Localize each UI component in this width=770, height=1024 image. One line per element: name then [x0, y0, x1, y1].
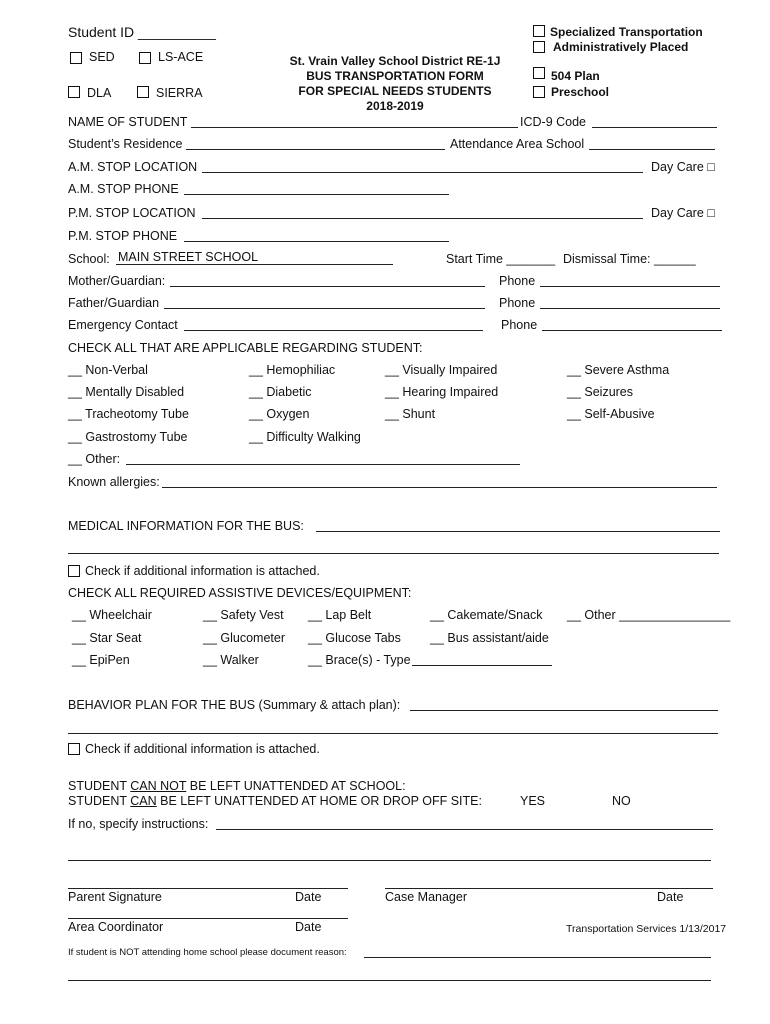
cannot-prefix: STUDENT	[68, 779, 131, 793]
condition-shunt[interactable]: __ Shunt	[385, 407, 436, 421]
name-of-student-label: NAME OF STUDENT	[68, 115, 188, 129]
device-safety-vest[interactable]: __ Safety Vest	[203, 608, 284, 622]
condition-tracheotomy-tube[interactable]: __ Tracheotomy Tube	[68, 407, 189, 421]
emergency-contact-label: Emergency Contact	[68, 318, 178, 332]
icd9-line[interactable]	[592, 127, 717, 128]
device-lap-belt[interactable]: __ Lap Belt	[308, 608, 372, 622]
device-bus-assistant[interactable]: __ Bus assistant/aide	[430, 631, 549, 645]
start-time-label[interactable]: Start Time _______	[446, 252, 556, 266]
school-line	[116, 264, 393, 265]
father-phone-label: Phone	[499, 296, 536, 310]
no-option[interactable]: NO	[612, 794, 631, 808]
pm-stop-phone-label: P.M. STOP PHONE	[68, 229, 178, 243]
can-emphasis: CAN	[130, 794, 157, 808]
condition-hearing-impaired[interactable]: __ Hearing Impaired	[385, 385, 499, 399]
school-value[interactable]: MAIN STREET SCHOOL	[118, 250, 259, 264]
student-id-label: Student ID __________	[68, 24, 216, 40]
known-allergies-line[interactable]	[162, 487, 717, 488]
ls-ace-checkbox[interactable]	[139, 52, 151, 64]
device-epipen[interactable]: __ EpiPen	[72, 653, 130, 667]
mother-guardian-label: Mother/Guardian:	[68, 274, 166, 288]
condition-self-abusive[interactable]: __ Self-Abusive	[567, 407, 655, 421]
emergency-phone-line[interactable]	[542, 330, 722, 331]
specialized-transportation-checkbox[interactable]	[533, 25, 545, 37]
condition-difficulty-walking[interactable]: __ Difficulty Walking	[249, 430, 361, 444]
pm-stop-location-line[interactable]	[202, 218, 643, 219]
am-stop-location-label: A.M. STOP LOCATION	[68, 160, 198, 174]
emergency-phone-label: Phone	[501, 318, 538, 332]
yes-option[interactable]: YES	[520, 794, 546, 808]
behavior-plan-label: BEHAVIOR PLAN FOR THE BUS (Summary & attach plan):	[68, 698, 401, 712]
condition-gastrostomy-tube[interactable]: __ Gastrostomy Tube	[68, 430, 188, 444]
condition-other-label: __ Other:	[68, 452, 121, 466]
device-cakemate-snack[interactable]: __ Cakemate/Snack	[430, 608, 543, 622]
form-title	[272, 54, 518, 114]
case-manager-line[interactable]	[385, 888, 713, 889]
parent-date-label: Date	[295, 890, 322, 904]
pm-stop-phone-line[interactable]	[184, 241, 449, 242]
condition-other-line[interactable]	[126, 464, 520, 465]
specify-instructions-line-1[interactable]	[216, 829, 713, 830]
title-line-form: BUS TRANSPORTATION FORM	[306, 69, 484, 83]
medical-info-label: MEDICAL INFORMATION FOR THE BUS:	[68, 519, 304, 533]
area-coordinator-label: Area Coordinator	[68, 920, 164, 934]
sed-label: SED	[89, 50, 115, 64]
title-line-district: St. Vrain Valley School District RE-1J	[289, 54, 501, 68]
can-prefix: STUDENT	[68, 794, 131, 808]
conditions-heading: CHECK ALL THAT ARE APPLICABLE REGARDING STUDENT:	[68, 341, 423, 355]
school-label: School:	[68, 252, 110, 266]
cannot-suffix: BE LEFT UNATTENDED AT SCHOOL:	[186, 779, 406, 793]
dismissal-time-label[interactable]: Dismissal Time: ______	[563, 252, 696, 266]
title-line-year: 2018-2019	[366, 99, 424, 113]
cannot-emphasis: CAN NOT	[130, 779, 187, 793]
mother-phone-line[interactable]	[540, 286, 720, 287]
can-suffix: BE LEFT UNATTENDED AT HOME OR DROP OFF SITE:	[156, 794, 482, 808]
preschool-checkbox[interactable]	[533, 86, 545, 98]
condition-hemophiliac[interactable]: __ Hemophiliac	[249, 363, 336, 377]
am-stop-phone-label: A.M. STOP PHONE	[68, 182, 179, 196]
parent-signature-line[interactable]	[68, 888, 348, 889]
dla-checkbox[interactable]	[68, 86, 80, 98]
footer-code: Transportation Services 1/13/2017	[566, 923, 727, 935]
condition-seizures[interactable]: __ Seizures	[567, 385, 634, 399]
behavior-attached-checkbox[interactable]	[68, 743, 80, 755]
condition-non-verbal[interactable]: __ Non-Verbal	[68, 363, 148, 377]
name-of-student-line[interactable]	[191, 127, 518, 128]
specify-instructions-line-2[interactable]	[68, 860, 711, 861]
case-manager-date-label: Date	[657, 890, 684, 904]
specialized-transportation-label: Specialized Transportation	[550, 25, 703, 39]
attendance-area-label: Attendance Area School	[450, 137, 585, 151]
pm-stop-location-label: P.M. STOP LOCATION	[68, 206, 196, 220]
behavior-plan-line-2[interactable]	[68, 733, 718, 734]
device-other[interactable]: __ Other ________________	[567, 608, 731, 622]
sierra-label: SIERRA	[156, 86, 203, 100]
area-coordinator-line[interactable]	[68, 918, 348, 919]
behavior-plan-line-1[interactable]	[410, 710, 718, 711]
ls-ace-label: LS-ACE	[158, 50, 204, 64]
specify-instructions-label: If no, specify instructions:	[68, 817, 209, 831]
behavior-attached-label: Check if additional information is attached.	[85, 742, 320, 756]
title-line-special-needs: FOR SPECIAL NEEDS STUDENTS	[298, 84, 492, 98]
device-glucometer[interactable]: __ Glucometer	[203, 631, 285, 645]
condition-mentally-disabled[interactable]: __ Mentally Disabled	[68, 385, 185, 399]
sed-checkbox[interactable]	[70, 52, 82, 64]
case-manager-label: Case Manager	[385, 890, 467, 904]
am-stop-phone-line[interactable]	[184, 194, 449, 195]
mother-guardian-line[interactable]	[170, 286, 485, 287]
can-unattended-line	[68, 794, 482, 809]
medical-info-line-1[interactable]	[316, 531, 720, 532]
504-plan-checkbox[interactable]	[533, 67, 545, 79]
device-braces-label[interactable]: __ Brace(s) - Type	[308, 653, 411, 667]
medical-info-line-2[interactable]	[68, 553, 719, 554]
504-plan-label: 504 Plan	[551, 69, 600, 83]
device-braces-line[interactable]	[412, 665, 552, 666]
administratively-placed-label: Administratively Placed	[553, 40, 689, 54]
device-glucose-tabs[interactable]: __ Glucose Tabs	[308, 631, 401, 645]
not-home-school-line-2[interactable]	[68, 980, 711, 981]
condition-visually-impaired[interactable]: __ Visually Impaired	[385, 363, 498, 377]
attendance-area-line[interactable]	[589, 149, 715, 150]
dla-label: DLA	[87, 86, 112, 100]
sierra-checkbox[interactable]	[137, 86, 149, 98]
devices-heading: CHECK ALL REQUIRED ASSISTIVE DEVICES/EQUIPMENT:	[68, 586, 412, 600]
device-wheelchair[interactable]: __ Wheelchair	[72, 608, 152, 622]
residence-line[interactable]	[186, 149, 445, 150]
am-day-care-label[interactable]: Day Care □	[651, 160, 715, 174]
am-stop-location-line[interactable]	[202, 172, 643, 173]
residence-label: Student’s Residence	[68, 137, 183, 151]
not-home-school-label: If student is NOT attending home school please document reason:	[68, 947, 347, 958]
father-guardian-label: Father/Guardian	[68, 296, 160, 310]
administratively-placed-checkbox[interactable]	[533, 41, 545, 53]
pm-day-care-label[interactable]: Day Care □	[651, 206, 715, 220]
cannot-unattended-line	[68, 779, 406, 794]
area-coordinator-date-label: Date	[295, 920, 322, 934]
preschool-label: Preschool	[551, 85, 610, 99]
father-guardian-line[interactable]	[164, 308, 485, 309]
device-star-seat[interactable]: __ Star Seat	[72, 631, 142, 645]
known-allergies-label: Known allergies:	[68, 475, 160, 489]
emergency-contact-line[interactable]	[184, 330, 483, 331]
condition-oxygen[interactable]: __ Oxygen	[249, 407, 310, 421]
medical-attached-checkbox[interactable]	[68, 565, 80, 577]
condition-severe-asthma[interactable]: __ Severe Asthma	[567, 363, 670, 377]
parent-signature-label: Parent Signature	[68, 890, 162, 904]
condition-diabetic[interactable]: __ Diabetic	[249, 385, 312, 399]
icd9-label: ICD-9 Code	[520, 115, 586, 129]
device-walker[interactable]: __ Walker	[203, 653, 259, 667]
not-home-school-line-1[interactable]	[364, 957, 711, 958]
medical-attached-label: Check if additional information is attached.	[85, 564, 320, 578]
father-phone-line[interactable]	[540, 308, 720, 309]
mother-phone-label: Phone	[499, 274, 536, 288]
